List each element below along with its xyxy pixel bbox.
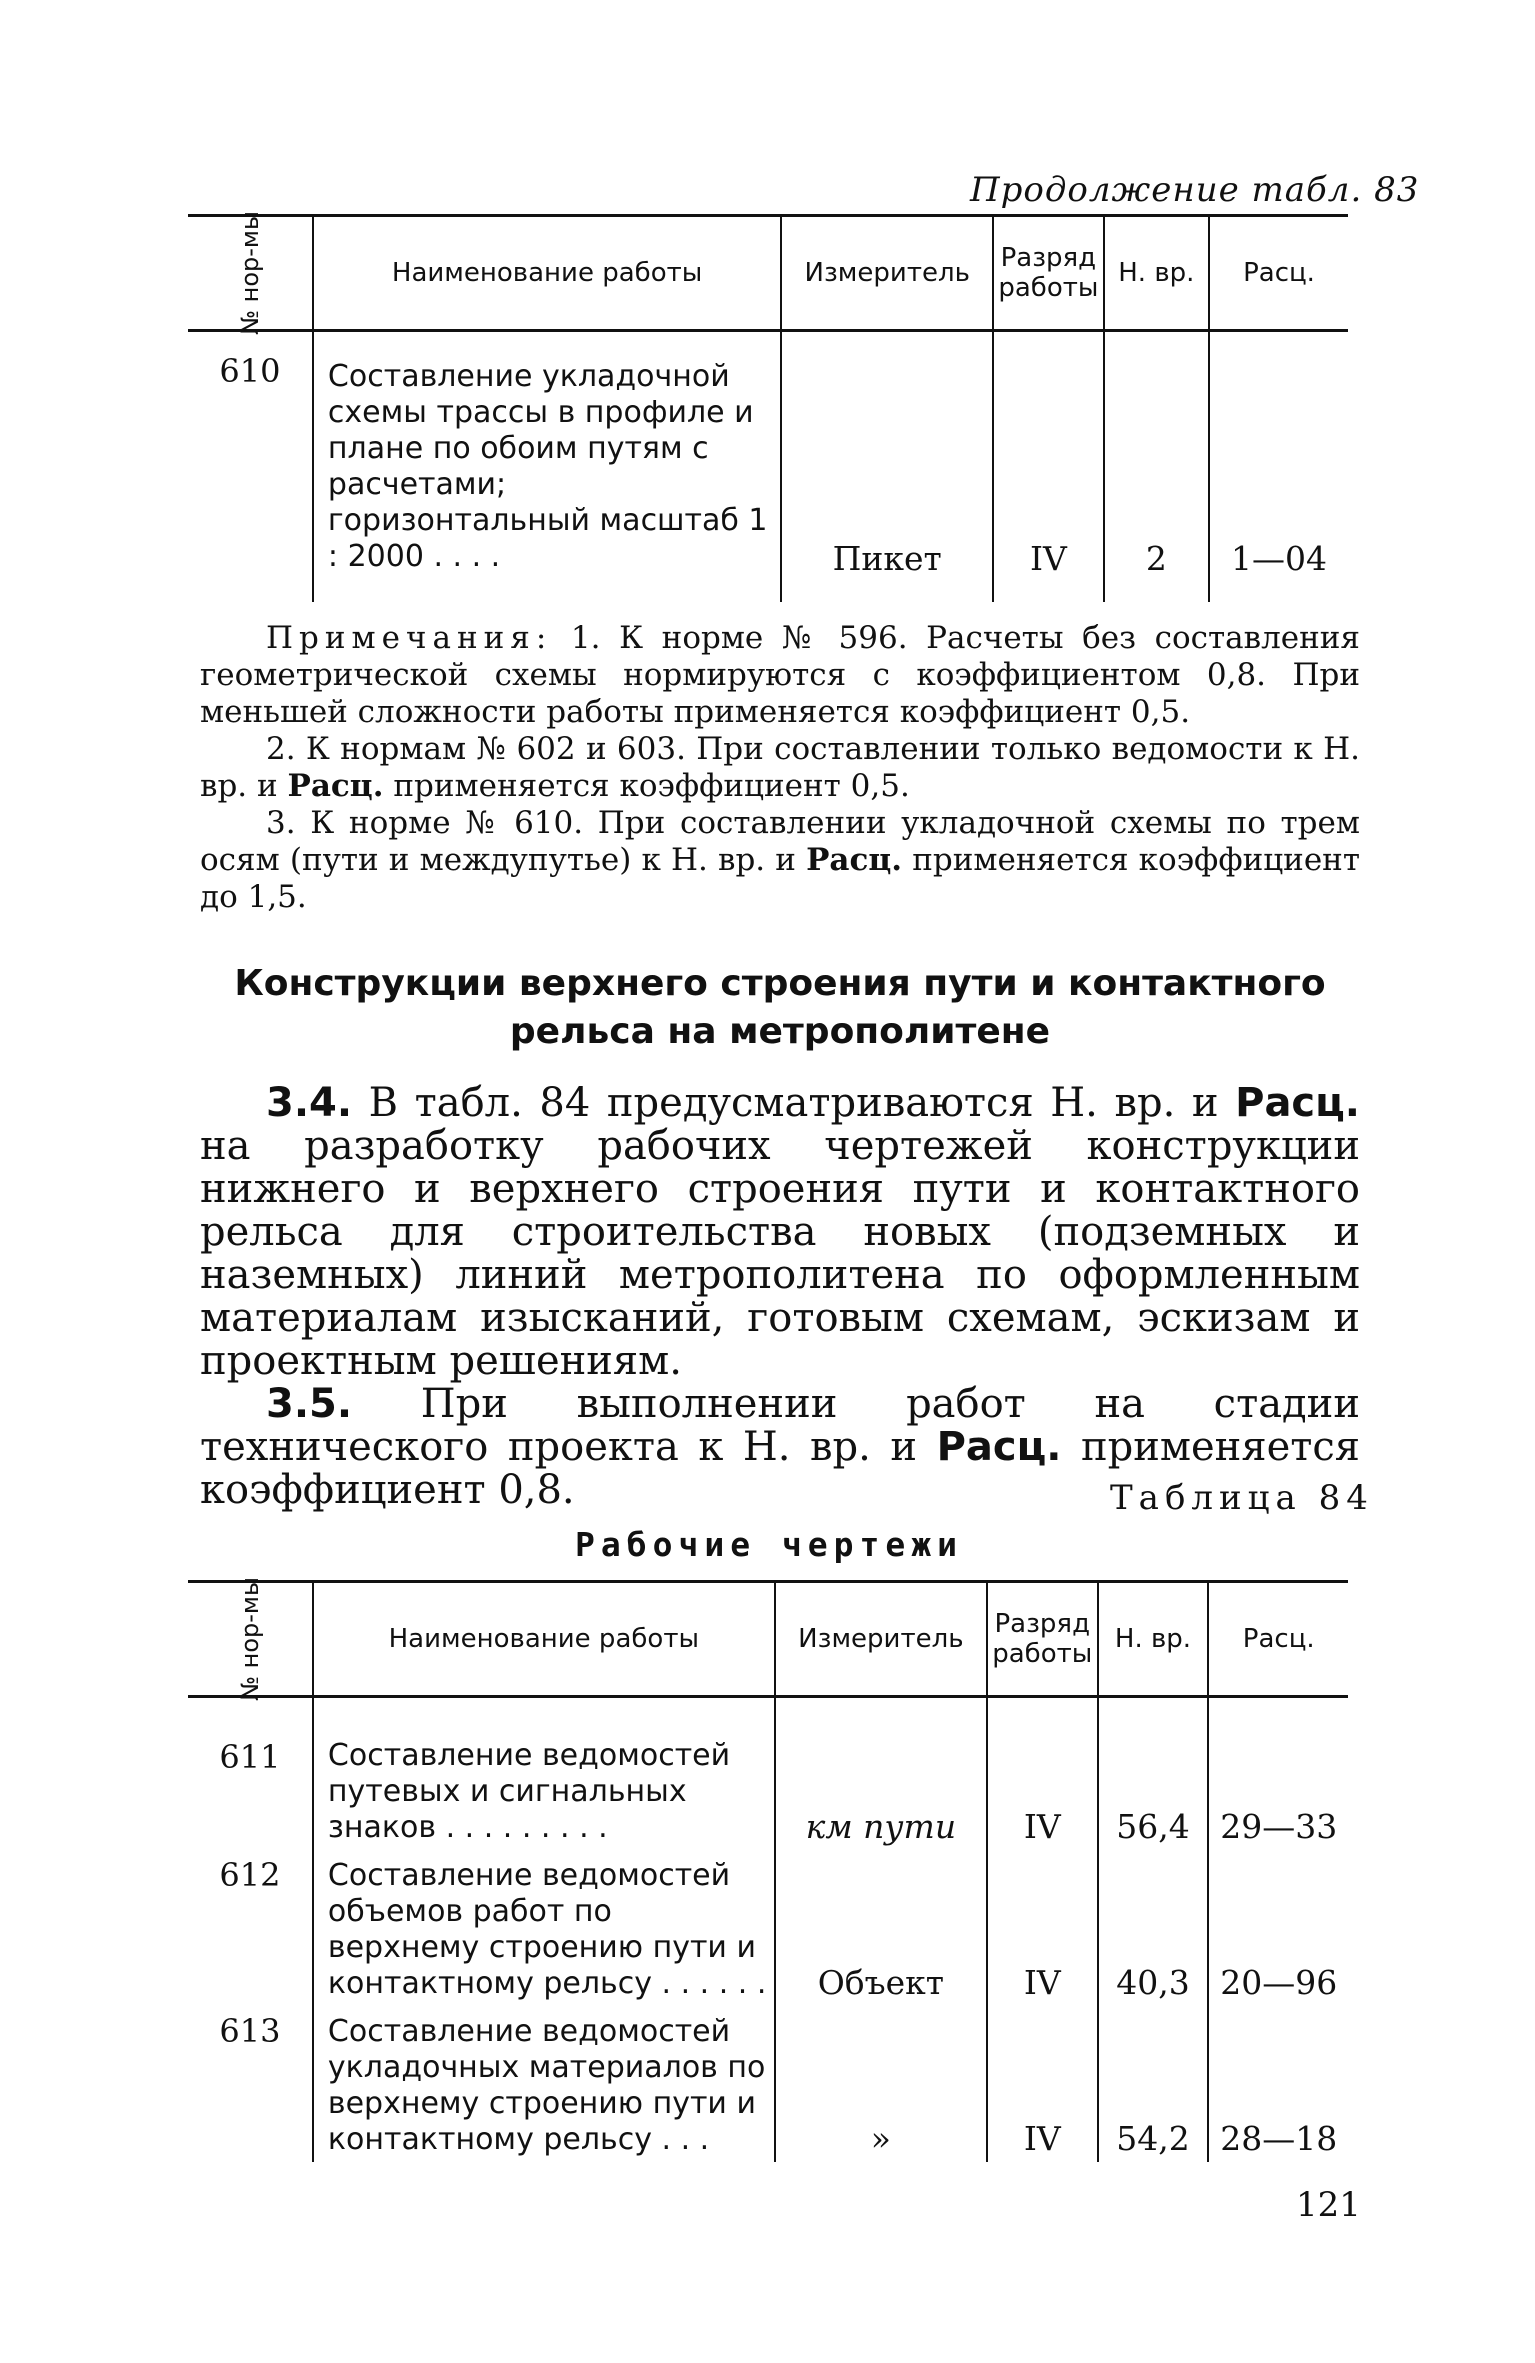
row-grade: IV — [987, 1697, 1098, 1851]
row-unit: » — [775, 2006, 987, 2162]
section-heading: Конструкции верхнего строения пути и контактного рельса на метрополитене — [234, 963, 1326, 1052]
notes-label: Примечания: — [266, 620, 553, 656]
table-84-label: Таблица 84 — [1110, 1478, 1374, 1518]
row-norm-number: 613 — [219, 2012, 281, 2050]
notes-block — [200, 620, 1360, 916]
row-grade: IV — [987, 1850, 1098, 2006]
page-number: 121 — [1296, 2185, 1361, 2225]
header-norm-number: № нор-мы — [235, 1577, 264, 1701]
row-unit: Пикет — [781, 331, 993, 603]
header-time-norm: Н. вр. — [1104, 216, 1209, 331]
row-work-name: Составление ведомостей путевых и сигнальных знаков . . . . . . . . . — [313, 1697, 775, 1851]
row-grade: IV — [987, 2006, 1098, 2162]
row-grade: IV — [993, 331, 1103, 603]
body-text — [200, 1082, 1360, 1512]
row-rate: 20—96 — [1220, 1963, 1338, 2002]
row-work-name: Составление ведомостей укладочных материалов по верхнему строению пути и контактному рельсу . . . — [313, 2006, 775, 2162]
table-row — [188, 2006, 1348, 2162]
header-work-name: Наименование работы — [313, 216, 781, 331]
note-3: 3. К норме № 610. При составлении укладочной схемы по трем осям (пути и междупутье) к Н. вр. и Расц. применяется коэффициент до 1,5. — [200, 805, 1360, 915]
row-time-norm: 56,4 — [1098, 1697, 1209, 1851]
header-grade: Разряд работы — [987, 1582, 1098, 1697]
table-header-row — [188, 216, 1348, 331]
row-norm-number: 611 — [219, 1738, 281, 1776]
row-unit: Объект — [775, 1850, 987, 2006]
table-header-row — [188, 1582, 1348, 1697]
header-work-name: Наименование работы — [313, 1582, 775, 1697]
row-rate: 1—04 — [1231, 539, 1328, 578]
header-rate: Расц. — [1208, 1582, 1348, 1697]
note-2: 2. К нормам № 602 и 603. При составлении только ведомости к Н. вр. и Расц. применяется коэффициент 0,5. — [200, 731, 1360, 804]
row-rate: 28—18 — [1220, 2119, 1338, 2158]
row-time-norm: 2 — [1104, 331, 1209, 603]
row-norm-number: 612 — [219, 1856, 281, 1894]
row-work-name: Составление ведомостей объемов работ по верхнему строению пути и контактному рельсу . . . . . . — [313, 1850, 775, 2006]
table-84-title: Рабочие чертежи — [575, 1525, 964, 1564]
header-grade: Разряд работы — [993, 216, 1103, 331]
paragraph-3-5: 3.5. При выполнении работ на стадии технического проекта к Н. вр. и Расц. применяется коэффициент 0,8. — [200, 1381, 1361, 1513]
table-row — [188, 1850, 1348, 2006]
note-1: Примечания: 1. К норме № 596. Расчеты без составления геометрической схемы нормируются с коэффициентом 0,8. При меньшей сложности работы применяется коэффициент 0,5. — [200, 620, 1360, 730]
header-rate: Расц. — [1209, 216, 1348, 331]
table-83 — [188, 211, 1348, 602]
row-norm-number: 610 — [219, 352, 281, 390]
header-unit: Измеритель — [781, 216, 993, 331]
header-time-norm: Н. вр. — [1098, 1582, 1209, 1697]
table-row — [188, 1697, 1348, 1851]
table-84 — [188, 1577, 1348, 2162]
paragraph-3-4: 3.4. В табл. 84 предусматриваются Н. вр. и Расц. на разработку рабочих чертежей конструкции нижнего и верхнего строения пути и контактного рельса для строительства новых (подземных и наземных) линий метрополитена по оформленным материалам изысканий, готовым схемам, эскизам и проектным решениям. — [200, 1080, 1360, 1384]
row-rate: 29—33 — [1220, 1807, 1338, 1846]
header-unit: Измеритель — [775, 1582, 987, 1697]
row-work-name: Составление укладочной схемы трассы в профиле и плане по обоим путям с расчетами; горизонтальный масштаб 1 : 2000 . . . . — [313, 331, 781, 603]
row-time-norm: 40,3 — [1098, 1850, 1209, 2006]
row-unit: км пути — [775, 1697, 987, 1851]
header-norm-number: № нор-мы — [235, 211, 264, 335]
row-time-norm: 54,2 — [1098, 2006, 1209, 2162]
table-row — [188, 331, 1348, 603]
table-caption: Продолжение табл. 83 — [970, 170, 1420, 210]
